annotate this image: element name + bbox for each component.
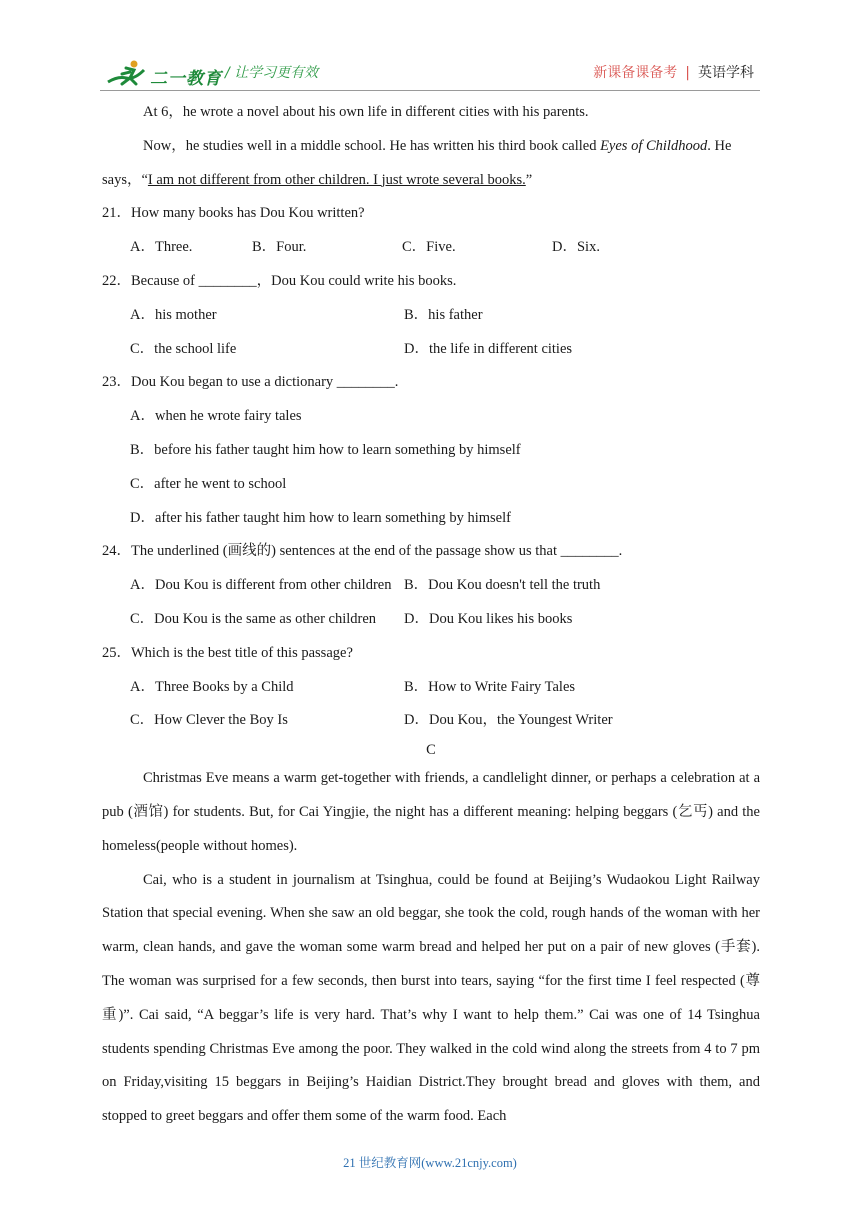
option-row — [102, 603, 760, 637]
option-row — [102, 671, 760, 705]
header-subject: 英语学科 — [698, 65, 754, 81]
option: C．How Clever the Boy Is — [130, 712, 288, 729]
option-row — [102, 333, 760, 367]
option-row — [102, 231, 760, 265]
option: B．Dou Kou doesn't tell the truth — [404, 577, 601, 594]
option-row — [102, 704, 760, 738]
passage-text: . He — [707, 137, 732, 154]
passage-paragraph: Cai, who is a student in journalism at Tsinghua, could be found at Beijing’s Wudaokou Light Railway Station that special evening. When she saw an old beggar, she took the cold, rough hands of the woman with her warm, clean hands, and gave the woman some warm bread and helped her put on a pair of new gloves (手套). The woman was surprised for a few seconds, then burst into tears, saying “for the first time I feel respected (尊重)”. Cai said, “A beggar’s life is very hard. That’s why I want to help them.” Cai was one of 14 Tsinghua students spending Christmas Eve among the poor. They walked in the cold wind along the streets from 4 to 7 pm on Friday,visiting 15 beggars in Beijing’s Haidian District.They brought bread and gloves with them, and stopped to greet beggars and offer them some of the warm food. Each — [102, 871, 760, 1125]
passage-text: says，“ — [102, 171, 148, 188]
slogan: / 让学习更有效 — [225, 65, 319, 81]
option: A．Three. — [130, 239, 193, 256]
option: A．Three Books by a Child — [130, 678, 294, 695]
option: A．when he wrote fairy tales — [130, 408, 302, 425]
option-row — [102, 569, 760, 603]
option: B．Four. — [252, 239, 307, 256]
option: B．his father — [404, 306, 483, 323]
passage-line-2 — [102, 130, 760, 164]
option: D．the life in different cities — [404, 340, 573, 357]
logo — [104, 58, 224, 88]
question-stem: 22．Because of ________，Dou Kou could write his books. — [102, 272, 457, 289]
underlined-quote: I am not different from other children. I just wrote several books. — [147, 171, 526, 188]
option: B．How to Write Fairy Tales — [404, 678, 576, 695]
passage-line-1: At 6，he wrote a novel about his own life in different cities with his parents. — [143, 104, 589, 120]
passage-paragraph: Christmas Eve means a warm get-together with friends, a candlelight dinner, or perhaps a celebration at a pub (酒馆) for students. But, for Cai Yingjie, the night has a different meaning: helping beggars (乞丐) and the homeless(people without homes). — [102, 770, 760, 854]
header-separator: | — [685, 65, 690, 81]
header-right — [593, 62, 754, 82]
passage-text: ” — [525, 171, 533, 188]
option: D．after his father taught him how to learn something by himself — [130, 509, 511, 526]
runner-logo-icon — [104, 58, 150, 88]
option: D．Dou Kou likes his books — [404, 610, 573, 627]
option: C．Dou Kou is the same as other children — [130, 610, 377, 627]
question-stem: 23．Dou Kou began to use a dictionary ________. — [102, 374, 399, 391]
passage-line-3 — [102, 164, 760, 198]
section-label: C — [426, 742, 436, 759]
passage-text: Now，he studies well in a middle school. He has written his third book called — [143, 137, 601, 154]
option: B．before his father taught him how to learn something by himself — [130, 441, 521, 458]
question-stem: 25．Which is the best title of this passage? — [102, 644, 353, 661]
page-footer: 21 世纪教育网(www.21cnjy.com) — [343, 1156, 517, 1170]
option: D．Dou Kou，the Youngest Writer — [404, 712, 613, 729]
option: A．his mother — [130, 306, 217, 323]
question-stem: 21．How many books has Dou Kou written? — [102, 205, 365, 222]
question-stem: 24．The underlined (画线的) sentences at the end of the passage show us that ________. — [102, 543, 623, 560]
book-title: Eyes of Childhood — [600, 137, 708, 154]
option-row — [102, 299, 760, 333]
option: C．Five. — [402, 239, 456, 256]
slogan-text: 让学习更有效 — [234, 65, 319, 81]
option: D．Six. — [552, 239, 600, 256]
option: C．after he went to school — [130, 475, 287, 492]
option: A．Dou Kou is different from other children — [130, 577, 392, 594]
logo-text: 二一教育 — [150, 69, 222, 89]
option: C．the school life — [130, 340, 237, 357]
header-tagline: 新课备课备考 — [593, 65, 678, 81]
page-header — [100, 56, 760, 91]
page-content — [102, 96, 760, 1134]
